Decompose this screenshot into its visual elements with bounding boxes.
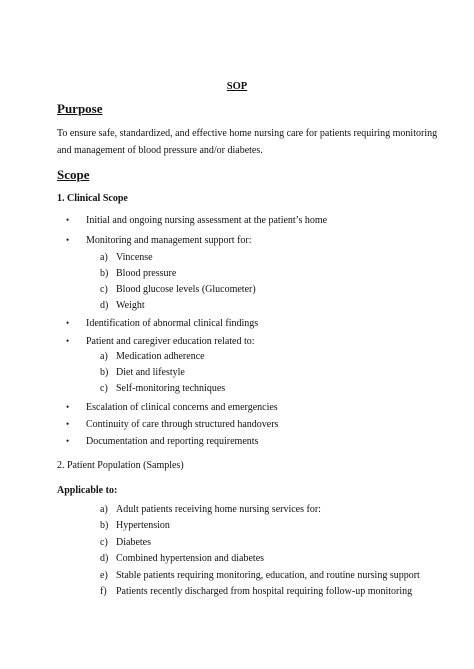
sub-list-item: b) Blood pressure [100,268,177,279]
patient-population-heading: 2. Patient Population (Samples) [57,460,184,471]
applicable-list-item: c) Diabetes [100,537,151,548]
bullet-icon: • [66,318,70,328]
bullet-icon: • [66,402,70,412]
sub-list-item: a) Medication adherence [100,351,205,362]
purpose-heading: Purpose [57,101,103,116]
applicable-list-item: d) Combined hypertension and diabetes [100,553,265,564]
list-item [66,318,258,329]
purpose-text-line-2: and management of blood pressure and/or diabetes. [57,145,263,156]
list-item [66,436,258,447]
bullet-icon: • [66,419,70,429]
bullet-icon: • [66,336,70,346]
list-item [66,235,252,246]
applicable-list-item: f) Patients recently discharged from hospital requiring follow-up monitoring [100,586,413,597]
sub-list-item: c) Blood glucose levels (Glucometer) [100,284,256,295]
list-item [66,419,278,430]
applicable-list-item: a) Adult patients receiving home nursing services for: [100,504,321,515]
bullet-icon: • [66,215,70,225]
scope-heading: Scope [57,167,90,182]
sub-list-item: c) Self-monitoring techniques [100,383,226,394]
list-item-text: Initial and ongoing nursing assessment at the patient’s home [86,215,328,226]
bullet-icon: • [66,436,70,446]
purpose-text-line-1: To ensure safe, standardized, and effective home nursing care for patients requiring monitoring [57,128,438,139]
list-item-text: Monitoring and management support for: [86,235,252,246]
applicable-heading: Applicable to: [57,485,118,496]
sub-list-item: d) Weight [100,300,145,311]
list-item-text: Continuity of care through structured handovers [86,419,279,430]
list-item-text: Escalation of clinical concerns and emergencies [86,402,278,413]
list-item [66,402,278,413]
bullet-icon: • [66,235,70,245]
list-item-text: Identification of abnormal clinical findings [86,318,259,329]
list-item [66,336,255,347]
applicable-list-item: e) Stable patients requiring monitoring, education, and routine nursing support [100,570,420,581]
document-title: SOP [226,81,248,92]
sub-list-item: b) Diet and lifestyle [100,367,185,378]
sub-list-item: a) Vincense [100,252,153,263]
list-item-text: Documentation and reporting requirements [86,436,259,447]
list-item [66,215,327,226]
applicable-list-item: b) Hypertension [100,520,170,531]
clinical-scope-heading: 1. Clinical Scope [57,193,128,204]
list-item-text: Patient and caregiver education related to: [86,336,255,347]
